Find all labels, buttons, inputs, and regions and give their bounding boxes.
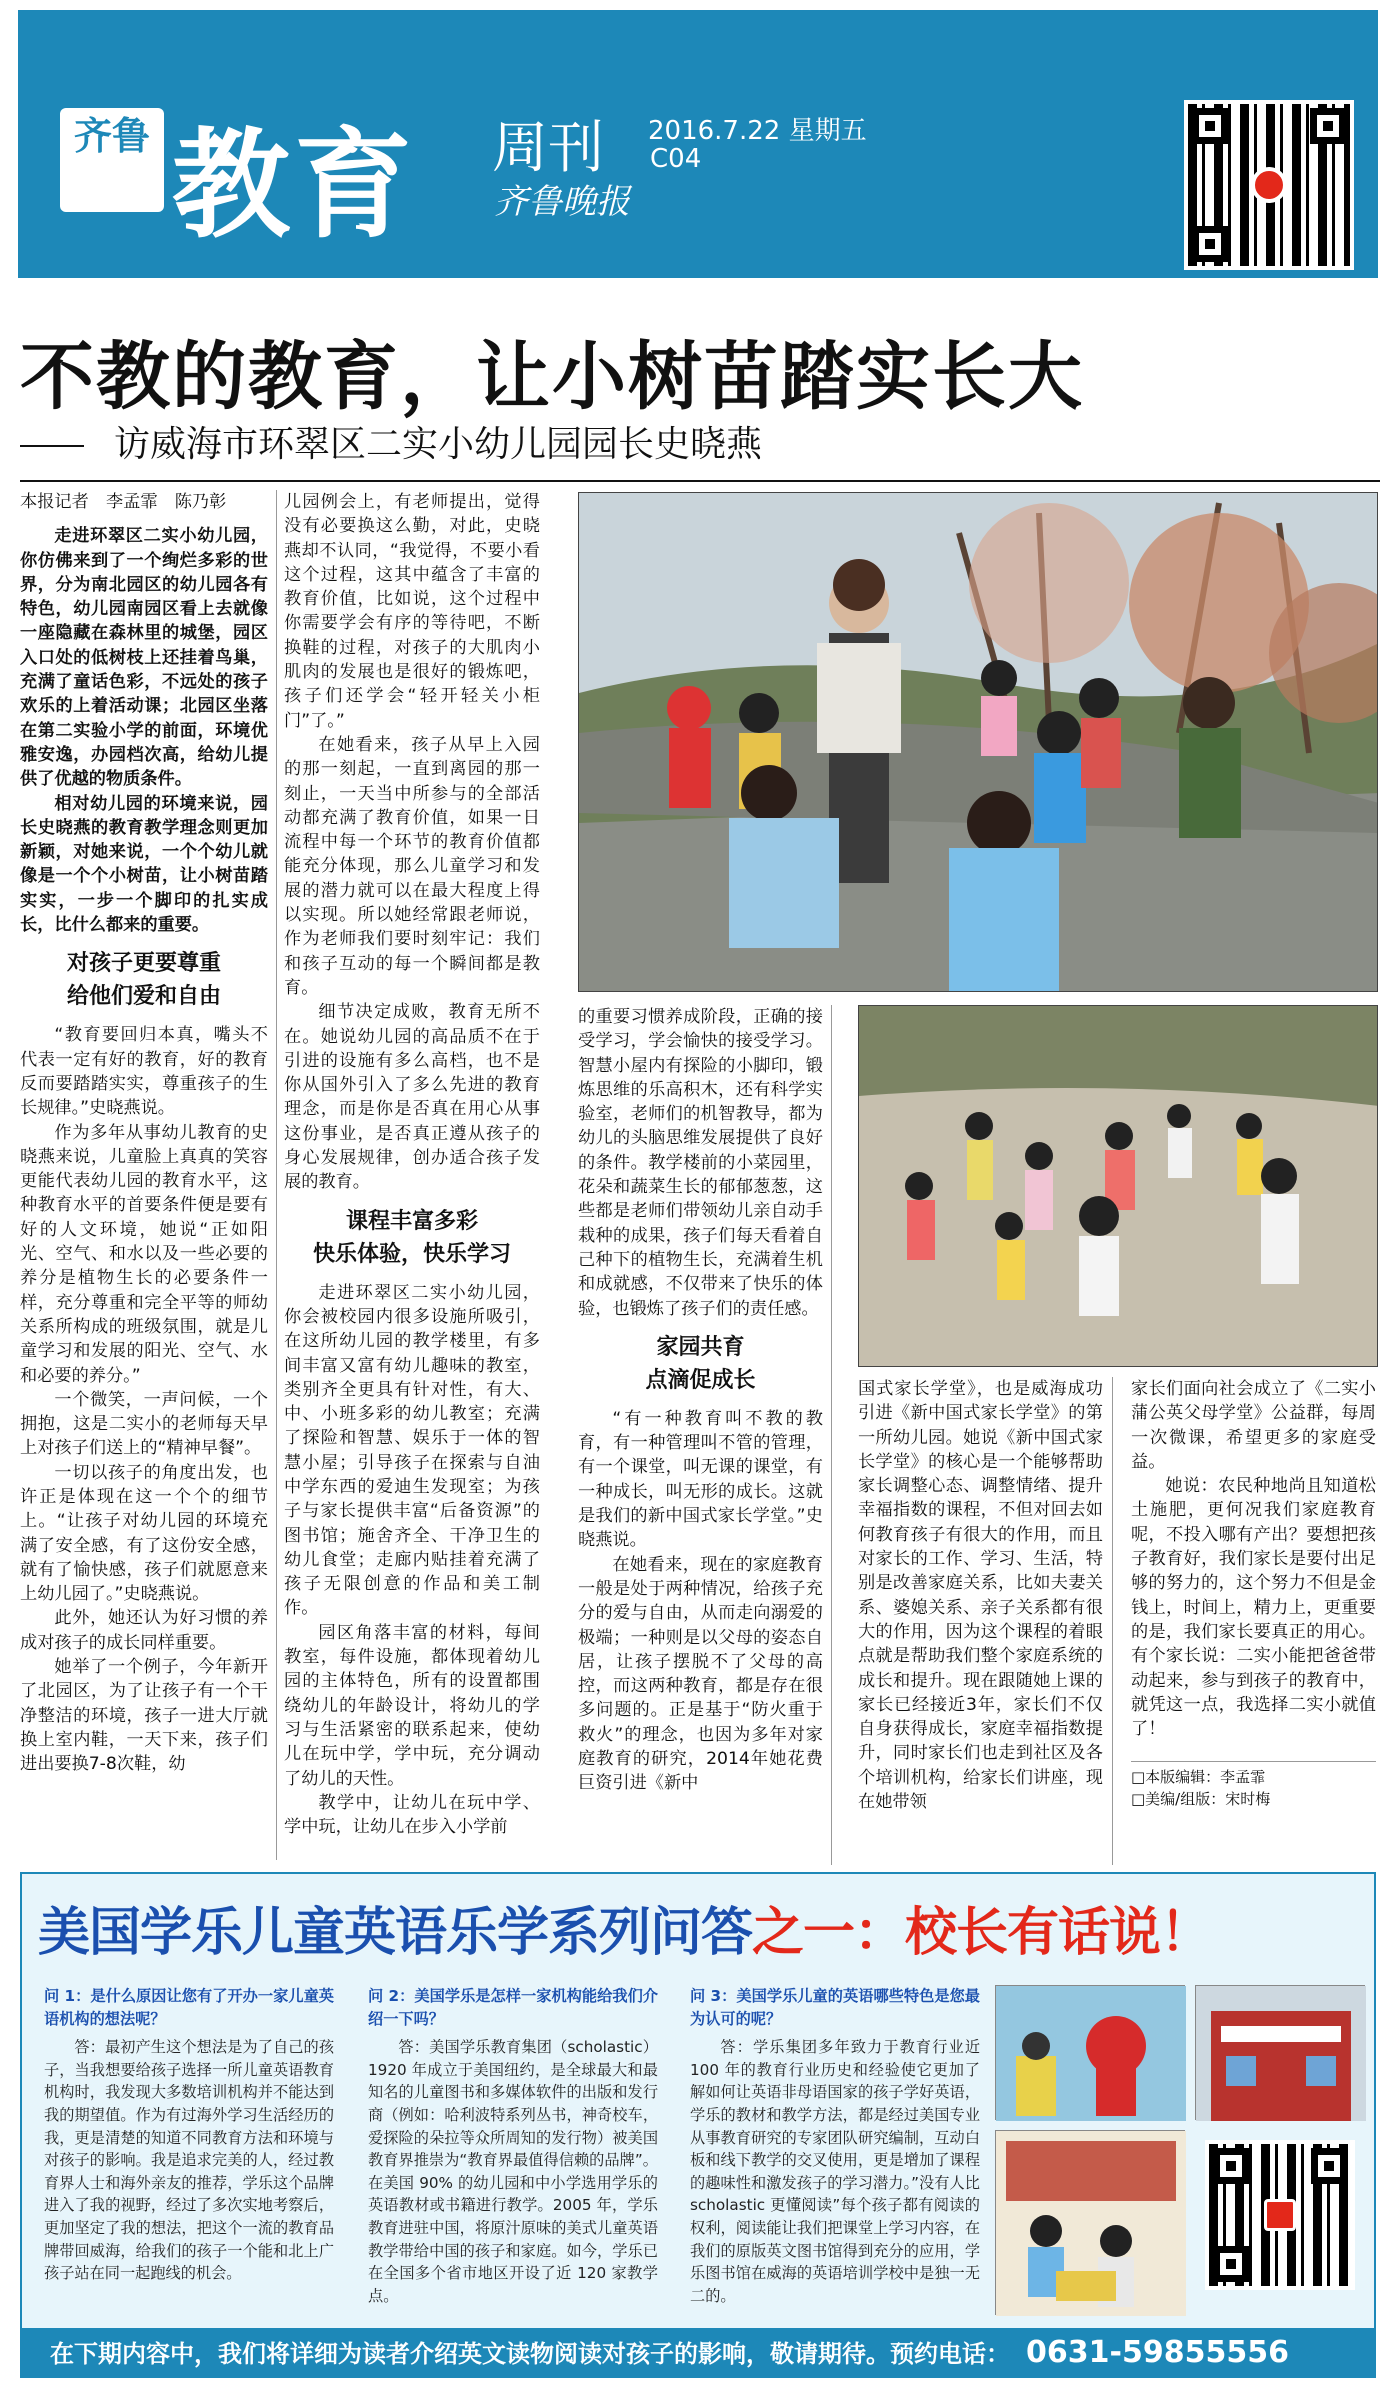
badge-text: 齐鲁 (73, 114, 150, 158)
page-number: C04 (650, 144, 702, 174)
ad-question-1 (44, 1985, 334, 2285)
ad-answer: 答：美国学乐教育集团（scholastic）1920 年成立于美国纽约，是全球最大和最知名的儿童图书和多媒体软件的出版和发行商（例如：哈利波特系列丛书，神奇校车，爱探险的朵拉等众所周知的发行物）被美国教育界推崇为“教育界最值得信赖的品牌”。在美国 90% 的幼儿园和中小学选用学乐的英语教材或书籍进行教学。2005 年，学乐教育进驻中国，将原汁原味的美式儿童英语教学带给中国的孩子和家庭。如今，学乐已在全国多个省市地区开设了近 120 家教学点。 (368, 2038, 658, 2305)
column-divider (1112, 1377, 1113, 1865)
ad-bottom-bar (20, 2328, 1376, 2378)
section-heading-line: 课程丰富多彩 (345, 1208, 478, 1234)
paragraph: 国式家长学堂》，也是威海成功引进《新中国式家长学堂》的第一所幼儿园。她说《新中国式家长学堂》的核心是一个能够帮助家长调整心态、调整情绪、提升幸福指数的课程，不但对回去如何教育孩子有很大的作用，而且对家长的工作、学习、生活，特别是改善家庭关系，比如夫妻关系、婆媳关系、亲子关系都有很大的作用，因为这个课程的着眼点就是帮助我们整个家庭系统的成长和提升。现在跟随她上课的家长已经接近3年，家长们不仅自身获得成长，家庭幸福指数提升，同时家长们也走到社区及各个培训机构，给家长们讲座，现在她带领 (858, 1379, 1103, 1813)
ad-question-label: 问 2：美国学乐是怎样一家机构能给我们介绍一下吗？ (368, 1987, 658, 2028)
masthead-qr-code (1184, 100, 1354, 270)
column-divider (831, 1005, 832, 1865)
ad-title-part: 之一 (752, 1903, 855, 1963)
paragraph: 家长们面向社会成立了《二实小蒲公英父母学堂》公益群，每周一次微课，希望更多的家庭受益。 (1131, 1379, 1376, 1472)
headline: 不教的教育，让小树苗踏实长大 (20, 334, 1084, 420)
paper-logo-badge (60, 108, 164, 212)
designer-credit: □美编/组版：宋时梅 (1131, 1790, 1271, 1809)
editor-credit: □本版编辑：李孟霏 (1131, 1768, 1266, 1787)
article-column-1 (20, 490, 268, 1777)
section-heading-respect (20, 947, 268, 1013)
column-divider (276, 490, 277, 1860)
ad-answer: 答：最初产生这个想法是为了自己的孩子，当我想要给孩子选择一所儿童英语教育机构时，我发现大多数培训机构并不能达到我的期望值。作为有过海外学习生活经历的我，更是清楚的知道不同教育方法和环境与对孩子的影响。我是追求完美的人，经过教育界人士和海外亲友的推荐，学乐这个品牌进入了我的视野，经过了多次实地考察后，更加坚定了我的想法，把这个一流的教育品牌带回威海，给我们的孩子一个能和北上广孩子站在同一起跑线的机会。 (44, 2038, 334, 2283)
paragraph: 教学中，让幼儿在玩中学、学中玩，让幼儿在步入小学前 (284, 1792, 540, 1838)
ad-question-label: 问 1：是什么原因让您有了开办一家儿童英语机构的想法呢？ (44, 1987, 334, 2028)
article-lead-2: 相对幼儿园的环境来说，园长史晓燕的教育教学理念则更加新颖，对她来说，一个个幼儿就像是一个个小树苗，让小树苗踏实实，一步一个脚印的扎实成长，比什么都来的重要。 (20, 793, 268, 936)
credits (1131, 1761, 1376, 1810)
paragraph: 一切以孩子的角度出发，也许正是体现在这一个个的细节上。“让孩子对幼儿园的环境充满了安全感，有了这份安全感，就有了愉快感，孩子们就愿意来上幼儿园了。”史晓燕说。 (20, 1462, 268, 1605)
article-column-3 (578, 1005, 823, 1796)
ad-qr-code (1205, 2140, 1355, 2290)
ad-photo-building (1195, 1985, 1365, 2120)
paragraph: 走进环翠区二实小幼儿园，你会被校园内很多设施所吸引，在这所幼儿园的教学楼里，有多间丰富又富有幼儿趣味的教室，类别齐全更具有针对性，有大、中、小班多彩的幼儿教室；充满了探险和智慧、娱乐于一体的智慧小屋；引导孩子在探索与自油中学东西的爱迪生发现室；为孩子与家长提供丰富“后备资源”的图书馆；施舍齐全、干净卫生的幼儿食堂；走廊内贴挂着充满了孩子无限创意的作品和美工制作。 (284, 1282, 540, 1619)
subheadline (20, 416, 1020, 467)
section-heading-line: 给他们爱和自由 (66, 984, 221, 1010)
section-heading-line: 快乐体验，快乐学习 (312, 1241, 511, 1267)
ad-question-3 (690, 1985, 980, 2307)
ad-photo-kids-reading (995, 2130, 1185, 2315)
section-heading-line: 家园共育 (656, 1334, 745, 1360)
article-column-5 (1131, 1377, 1376, 1810)
ad-question-2 (368, 1985, 658, 2307)
section-heading-home-school (578, 1331, 823, 1397)
paragraph: 在她看来，现在的家庭教育一般是处于两种情况，给孩子充分的爱与自由，从而走向溺爱的极端；一种则是以父母的姿态自居，让孩子摆脱不了父母的高控，而这两种教育，都是存在很多问题的。正是基于“防火重于救火”的理念，也因为多年对家庭教育的研究，2014年她花费巨资引进《新中 (578, 1554, 823, 1794)
article-column-4 (858, 1377, 1103, 1814)
children-running-photo (858, 1005, 1378, 1367)
paragraph: 她说：农民种地尚且知道松土施肥，更何况我们家庭教育呢，不投入哪有产出？要想把孩子教育好，我们家长是要付出足够的努力的，这个努力不但是金钱上，时间上，精力上，更重要的是，我们家长要真正的用心。有个家长说：二实小能把爸爸带动起来，参与到孩子的教育中，就凭这一点，我选择二实小就值了！ (1131, 1476, 1376, 1740)
paragraph: 此外，她还认为好习惯的养成对孩子的成长同样重要。 (20, 1608, 268, 1653)
byline: 本报记者 李孟霏 陈乃彰 (20, 492, 227, 512)
section-heading-line: 对孩子更要尊重 (66, 951, 221, 977)
paragraph: 儿园例会上，有老师提出，觉得没有必要换这么勤，对此，史晓燕却不认同，“我觉得，不要小看这个过程，这其中蕴含了丰富的教育价值，比如说，这个过程中你需要学会有序的等待吧，不断换鞋的过程，对孩子的大肌肉小肌肉的发展也是很好的锻炼吧，孩子们还学会“轻开轻关小柜门”了。” (284, 492, 540, 731)
ad-phone-number: 0631-59855556 (1026, 2335, 1289, 2370)
paragraph: 一个微笑，一声问候，一个拥抱，这是二实小的老师每天早上对孩子们送上的“精神早餐”。 (20, 1389, 268, 1459)
article-lead: 走进环翠区二实小幼儿园，你仿佛来到了一个绚烂多彩的世界，分为南北园区的幼儿园各有特色，幼儿园南园区看上去就像一座隐藏在森林里的城堡，园区入口处的低树枝上还挂着鸟巢，充满了童话色彩，不远处的孩子欢乐的上着活动课；北园区坐落在第二实验小学的前面，环境优雅安逸，办园档次高，给幼儿提供了优越的物质条件。 (20, 526, 268, 790)
section-heading-curriculum (284, 1205, 540, 1271)
paragraph: “教育要回归本真，嘴头不代表一定有好的教育，好的教育反而要踏踏实实，尊重孩子的生长规律。”史晓燕说。 (20, 1025, 268, 1119)
teacher-and-children-photo (578, 492, 1378, 992)
paragraph: 细节决定成败，教育无所不在。她说幼儿园的高品质不在于引进的设施有多么高档，也不是你从国外引入了多么先进的教育理念，而是你是否真在用心从事这份事业，是否真正遵从孩子的身心发展规律，创办适合孩子发展的教育。 (284, 1002, 540, 1193)
ad-photo-classroom (995, 1985, 1185, 2120)
paragraph: 在她看来，孩子从早上入园的那一刻起，一直到离园的那一刻止，一天当中所参与的全部活动都充满了教育价值，如果一日流程中每一个环节的教育价值都能充分体现，那么儿童学习和发展的潜力就可以在最大程度上得以实现。所以她经常跟老师说，作为老师我们要时刻牢记：我们和孩子互动的每一个瞬间都是教育。 (284, 734, 540, 998)
paragraph: 她举了一个例子，今年新开了北园区，为了让孩子有一个干净整洁的环境，孩子一进大厅就换上室内鞋，一天下来，孩子们进出要换7-8次鞋，幼 (20, 1657, 268, 1775)
paragraph: 作为多年从事幼儿教育的史晓燕来说，儿童脸上真真的笑容更能代表幼儿园的教育水平，这种教育水平的首要条件便是要有好的人文环境，她说“正如阳光、空气、和水以及一些必要的养分是植物生长的必要条件一样，充分尊重和完全平等的师幼关系所构成的班级氛围，就是儿童学习和发展的阳光、空气、水和必要的养分。” (20, 1122, 268, 1386)
paragraph: 的重要习惯养成阶段，正确的接受学习，学会愉快的接受学习。智慧小屋内有探险的小脚印，锻炼思维的乐高积木，还有科学实验室，老师们的机智教导，都为幼儿的头脑思维发展提供了良好的条件。教学楼前的小菜园里，花朵和蔬菜生长的郁郁葱葱，这些都是老师们带领幼儿亲自动手栽种的成果，孩子们每天看着自己种下的植物生长，充满着生机和成就感，不仅带来了快乐的体验，也锻炼了孩子们的责任感。 (578, 1007, 823, 1319)
ad-title-main: 美国学乐儿童英语乐学系列问答 (38, 1903, 753, 1963)
weekly-label: 周刊 (492, 116, 604, 181)
ad-question-label: 问 3：美国学乐儿童的英语哪些特色是您最为认可的呢？ (690, 1987, 980, 2028)
issue-date: 2016.7.22 星期五 (648, 116, 867, 146)
headline-rule (20, 480, 1380, 482)
section-heading-line: 点滴促成长 (645, 1367, 756, 1393)
paper-name: 齐鲁晚报 (494, 182, 630, 222)
ad-bottom-text: 在下期内容中，我们将详细为读者介绍英文读物阅读对孩子的影响，敬请期待。预约电话： (50, 2340, 1010, 2368)
ad-title (38, 1890, 1211, 1965)
article-column-2 (284, 490, 540, 1839)
subheadline-text: 访威海市环翠区二实小幼儿园园长史晓燕 (114, 424, 763, 465)
ad-title-tail: ：校长有话说！ (854, 1903, 1212, 1963)
section-title: 教育 (172, 116, 417, 254)
paragraph: “有一种教育叫不教的教育，有一种管理叫不管的管理，有一个课堂，叫无课的课堂，有一种成长，叫无形的成长。这就是我们的新中国式家长学堂。”史晓燕说。 (578, 1408, 823, 1551)
ad-answer: 答：学乐集团多年致力于教育行业近 100 年的教育行业历史和经验使它更加了解如何让英语非母语国家的孩子学好英语，学乐的教材和教学方法，都是经过美国专业从事教育研究的专家团队研究编制，互动白板和线下教学的交叉使用，更是增加了课程的趣味性和激发孩子的学习潜力。”没有人比 scholastic 更懂阅读”每个孩子都有阅读的权利，阅读能让我们把课堂上学习内容，在我们的原版英文图书馆得到充分的应用，学乐图书馆在威海的英语培训学校中是独一无二的。 (690, 2038, 980, 2305)
paragraph: 园区角落丰富的材料，每间教室，每件设施，都体现着幼儿园的主体特色，所有的设置都围绕幼儿的年龄设计，将幼儿的学习与生活紧密的联系起来，使幼儿在玩中学，学中玩，充分调动了幼儿的天性。 (284, 1622, 540, 1789)
